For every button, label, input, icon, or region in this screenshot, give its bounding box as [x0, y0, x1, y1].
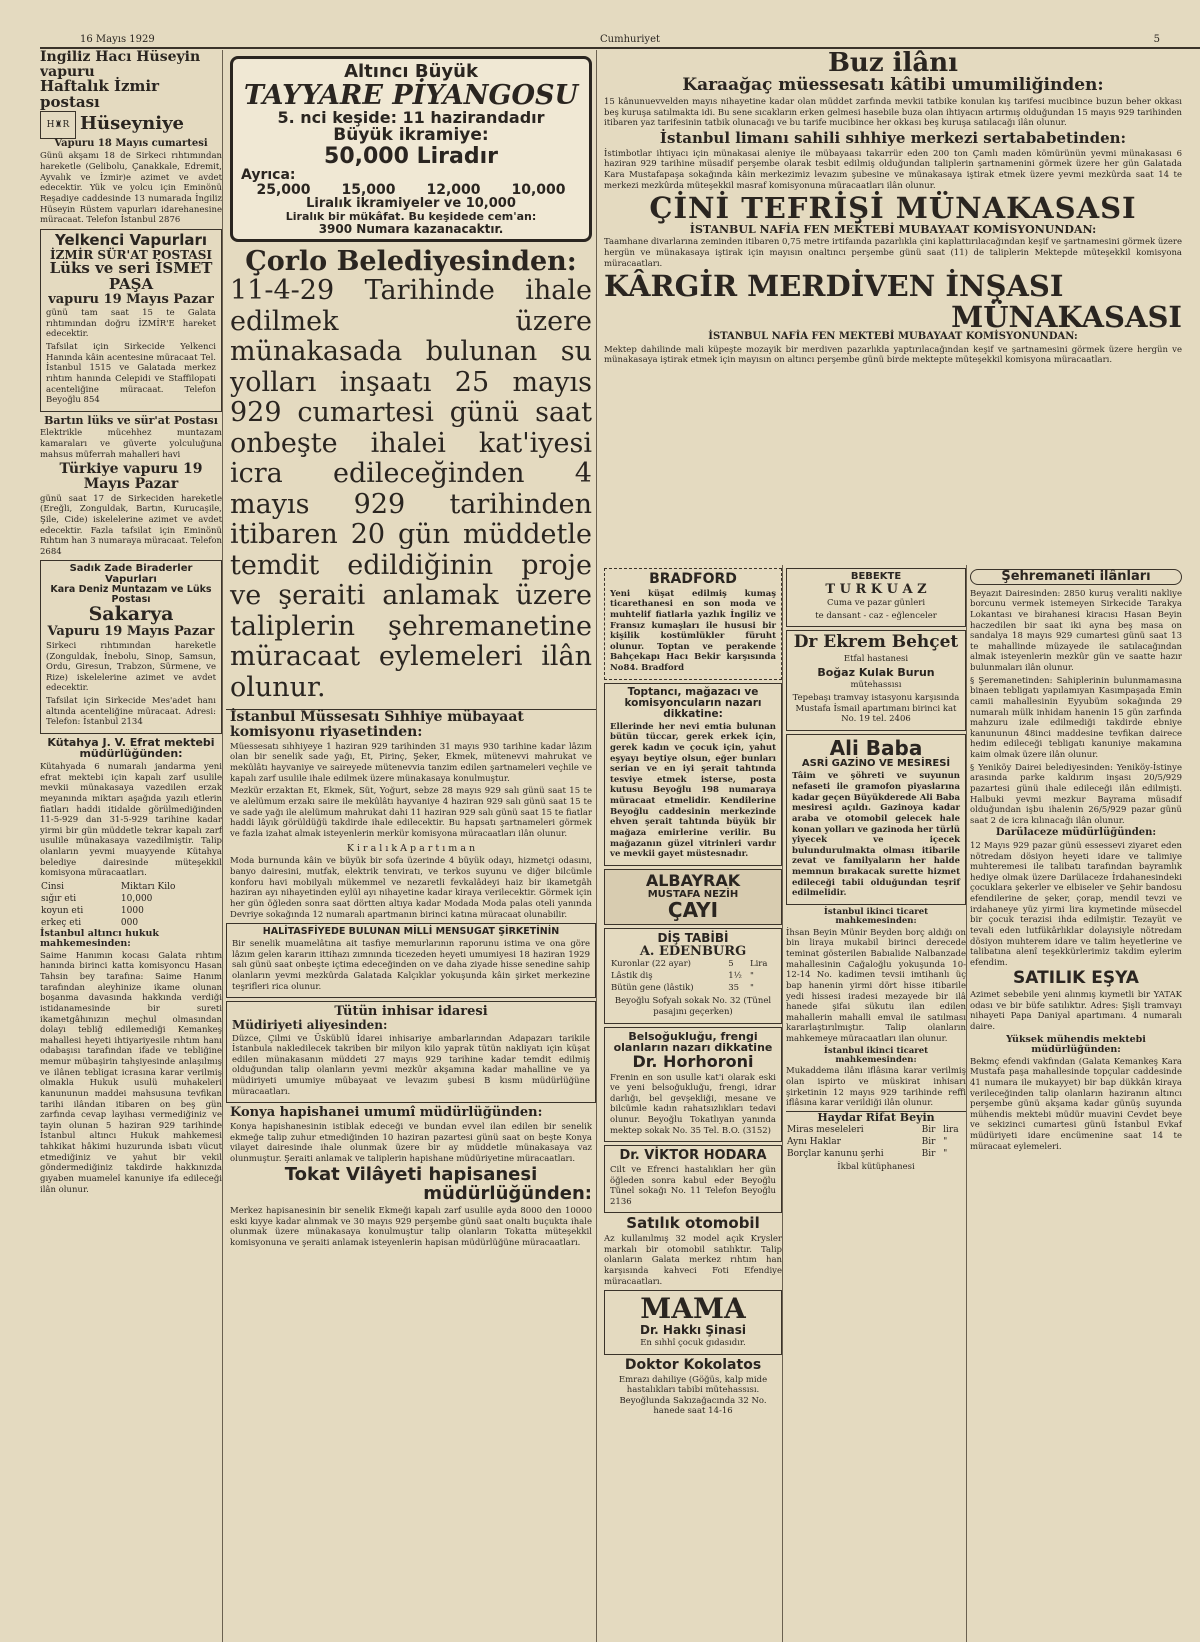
notice-text: Azimet sebebile yeni alınmış kıymetli bir YATAK odası ve bir büfe satılıktır. Adres: Şişli tramvayı nihayeti Papa Daniyal apartımanı. 4 numaralı daire. — [970, 990, 1182, 1033]
notice-text: Bir senelik muamelâtına ait tasfiye memurlarının raporunu istima ve ona göre lâzım gelen kararın ittihazı zımnında ticezeden heyeti umumiyesi 18 haziran 1929 salı günü saat onbeşte içtima edeceğinden on ve daha ziyade hisse senedine sahip olanların yevmi mezkûrda Galatada Kalçıklar yokuşunda kâin şirket merkezine teşrifleri rica olunur. — [232, 939, 590, 992]
ad-heading: Ali Baba — [829, 735, 923, 760]
ad-heading: Dr Ekrem Behçet — [793, 632, 959, 653]
table-cell: " — [943, 1136, 948, 1147]
notice-heading: Karaağaç müessesatı kâtibi umumiliğinden: — [682, 75, 1104, 96]
lottery-amount: 15,000 — [341, 181, 396, 198]
ad-heading: Toptancı, mağazacı ve komisyoncuların nazarı dikkatine: — [624, 685, 762, 720]
notice-heading: Müdiriyeti aliyesinden: — [232, 1017, 388, 1032]
table-row — [610, 958, 776, 970]
table-cell: Bütün gene (lâstik) — [611, 983, 694, 994]
table-row — [786, 1124, 966, 1136]
lottery-heading: Altıncı Büyük — [344, 61, 478, 82]
flag-icon: H♜R — [40, 111, 76, 139]
notice-heading: İstanbul ikinci ticaret mahkemesinden: — [823, 1045, 929, 1065]
ad-heading: ALBAYRAK — [645, 870, 741, 890]
table-cell: 10,000 — [120, 893, 153, 904]
table-row — [610, 970, 776, 982]
ad-text: Az kullanılmış 32 model açık Krysler markalı bir otomobil satılıktır. Talip olanların Galata merkez rıhtım han karşısında kahveci Foti Efendiye müracaatları. — [604, 1234, 782, 1287]
notice-text: § Yeniköy Dairei belediyesinden: Yeniköy-İstinye arasında parke kaldırım inşası 20/5/929 pazartesi günü ihale edileceği ilân edilmişti. Halbuki yevmi mezkur Bayrama müsadif olduğundan işbu ihalenin 26/5/929 pazar günü saat 2 de icra kılınacağı ilân olunur. — [970, 762, 1182, 826]
table-cell: Bir — [921, 1136, 936, 1147]
table-row — [40, 905, 222, 917]
table-cell: 35 — [728, 983, 740, 994]
table-cell: Bir — [921, 1124, 936, 1135]
ad-heading: BRADFORD — [649, 571, 737, 587]
table-header: Miktarı Kilo — [120, 881, 176, 892]
table-cell: 1000 — [120, 905, 144, 916]
ad-heading: Boğaz Kulak Burun — [817, 665, 935, 679]
table-header: Cinsi — [41, 881, 65, 892]
ali-baba-ad — [786, 734, 966, 905]
notice-heading: Tütün inhisar idaresi — [334, 1004, 488, 1020]
ad-heading: T U R K U A Z — [825, 581, 927, 597]
kargir-notice — [604, 271, 1182, 366]
notice-text: Mukaddema ilânı iflâsına karar verilmiş olan ispirto ve müskirat inhisarı şirketinin 12 mayıs 929 tarihinde reffi iflâsına karar verildiği ilân olunur. — [786, 1066, 966, 1109]
price-table — [610, 958, 776, 994]
toptanci-ad — [604, 683, 782, 866]
ad-text: Cilt ve Efrenci hastalıkları her gün öğleden sonra kabul eder Beyoğlu Tünel sokağı No. 11 Telefon Beyoğlu 2136 — [610, 1164, 776, 1207]
notice-text: 15 kânunuevvelden mayıs nihayetine kadar olan müddet zarfında mevkii tatbike konulan kış tarifesi mucibince buzun beher okkası beş kuruşa satılmakta idi. Bu sene sıcakların erken gelmesi hasebile buza olan ihtiyacın artırmış olduğundan 15 mayıs 929 tarihinden itibaren yaz tarifesinin tatbik olunacağı ve bu tarife mucibince her okkası beş kuruşa satılacağı ilân olunur. — [604, 97, 1182, 129]
table-row — [786, 1148, 966, 1160]
sailing-date: Vapuru 19 Mayıs Pazar — [47, 624, 215, 640]
table-cell: " — [749, 971, 754, 982]
ad-text: Günü akşamı 18 de Sirkeci rıhtımından hareketle (Gelibolu, Çanakkale, Edremit, Ayvalık ve İzmir)e azimet ve avdet edecektir. Yük ve yolcu için Eminönü Reşadiye caddesinde 13 numarada İngiliz Hüseyin Rüstem vapurları idarehanesine müracaat. Telefon İstanbul 2876 — [40, 151, 222, 226]
table-cell: Kuronlar (22 ayar) — [611, 959, 691, 970]
table-cell: " — [749, 983, 754, 994]
notice-heading: İSTANBUL NAFİA FEN MEKTEBİ MUBAYAAT KOMİSYONUNDAN: — [689, 222, 1097, 236]
horhoroni-ad — [604, 1027, 782, 1143]
table-row — [610, 982, 776, 994]
notice-heading: SATILIK EŞYA — [1013, 968, 1139, 989]
notice-heading: ÇİNİ TEFRİŞİ MÜNAKASASI — [649, 191, 1137, 226]
table-cell: Lira — [749, 959, 768, 970]
ad-heading: ÇAYI — [667, 898, 719, 923]
ad-heading: Haydar Rifat Beyin — [817, 1110, 935, 1124]
ad-text: Emrazı dahiliye (Göğüs, kalp mide hastalıkları tabibi mütehassısı. Beyoğlunda Sakızağacında 32 No. hanede saat 14-16 — [618, 1374, 768, 1417]
header-rule — [40, 47, 1200, 49]
lottery-prize: 50,000 Liradır — [324, 143, 498, 169]
lottery-amount: 12,000 — [426, 181, 481, 198]
ad-text: Cuma ve pazar günleri — [826, 598, 926, 609]
notice-text: § Şeremanetinden: Sahiplerinin bulunmamasına binaen tebligatı yapılamıyan Kasımpaşada Emin camii mahallesinin Eyyubüm sokağında 29 numaralı mülk inhidam hanenin 15 gün zarfında mahzuru izale edilmediği takdirde ebniye kanununun 48inci maddesine tevfikan dairece hedim edileceği tebligatı kanuniye makamına kaim olmak üzere ilân olunur. — [970, 675, 1182, 761]
haydar-rifat-ad — [786, 1111, 966, 1172]
ad-heading: Sadık Zade Biraderler Vapurları — [69, 563, 193, 585]
notice-heading: K i r a l ı k A p a r t ı m a n — [346, 843, 476, 855]
notice-heading: Çorlo Belediyesinden: — [245, 246, 577, 278]
ad-heading: DİŞ TABİBİ — [657, 931, 729, 946]
buz-notice — [604, 50, 1182, 129]
lottery-title: TAYYARE PİYANGOSU — [243, 79, 579, 111]
notice-text: İstimbotlar ihtiyacı için münakasai aleniye ile mübayaası takarrür eden 200 ton Çamlı maden kömürünün yevmi münakasası 6 haziran 929 tarihine müsadif perşembe olarak tesbit edilmiş olduğundan taliplerin şartnamenini görmek üzere her gün Galatada Kara Mustafapaşa sokağında kâin merkezimiz levazım şubesine ve münakasaya iştirak etmek üzere yevmi mezkûrda saat 14 te merkezi mezkûrda müteşekkil masraf komisyonuna müracaatları ilân olunur. — [604, 148, 1182, 191]
page-number: 5 — [1153, 34, 1160, 45]
kokolatos-ad — [604, 1358, 782, 1417]
notice-text: Bekmç efendi vakfından (Galata Kemankeş Kara Mustafa paşa mahallesinde topçular caddesinde 41 numara ile mukayyet) bir bap dükkân kiraya verileceğinden talip olanların haziranın altıncı perşembe günü akşama kadar günüş suyunda mühendis mektebi müdür muavini Cevdet beye ve sekizinci cumartesi günü İstanbul Evkaf müdüriyeti idare encümenine saat 14 te müracaat eylemeleri. — [970, 1056, 1182, 1152]
ads-column-a — [604, 565, 783, 1642]
column-middle — [226, 50, 597, 1642]
ad-text: günü saat 17 de Sirkeciden hareketle (Ereğli, Zonguldak, Bartın, Kurucaşile, Şile, Cide) iskelelerine azimet ve avdet edecektir. Fazla tafsilat için Eminönü Rıhtım han 3 numaraya müracaat. Telefon 2684 — [40, 493, 223, 557]
mama-ad — [604, 1290, 782, 1355]
ad-heading: Dr. VİKTOR HODARA — [619, 1148, 767, 1164]
ad-text: mütehassısı — [850, 680, 902, 691]
ad-text: te dansant - caz - eğlenceler — [815, 610, 937, 621]
notice-heading: müdürlüğünden: — [423, 1183, 592, 1205]
notice-text: Saime Hanımın kocası Galata rıhtım hanında birinci katta komisyoncu Hasan Tahsin bey tarafına: Saime Hanım tarafından aleyhinize ikame olunan boşanma davasında hakkında verdiği istidanamesinde bir sureti ikametgâhınızın meçhul olmasından dolayı tebliğ edilemediği Kemankeş mahallesi heyeti ihtiyariyesile rıhtım hanı odabaşısı tarafından ifade ve tebliğine memur mübaşirin tahşiyesinde anlaşılmış ve ilânen tebligat icrasına karar verilmiş olmakla Hukuk usulü muhakeleri kanununun maddei mahsusuna tevfikan tarihi ilândan itibaren on beş gün zarfında cevap layihası vermediğiniz ve tayin olunan 5 haziran 929 tarihinde İstanbul altıncı Hukuk mahkemesi tahkikat hâkimi huzurunda isbatı vücut etmediğiniz ve yahut bir vekil göndermediğiniz takdirde hakkınızda gıyaben muameleî kanuniye ifa edileceği ilân olunur. — [40, 950, 222, 1195]
table-row — [40, 893, 222, 905]
bradford-ad — [604, 568, 782, 680]
huseyniye-ad — [40, 50, 222, 226]
ad-text: Tafsilat için Sirkecide Yelkenci Hanında kâin acentesine müracaat Tel. İstanbul 1515 ve Galatada merkez rıhtım hanında Celepidi ve Staffilopati acenteliğine müracaat. Telefon Beyoğlu 854 — [46, 342, 216, 406]
notice-text: Beyazıt Dairesinden: 2850 kuruş veraliti nakliye borcunu vermek istemeyen Sirkecide Tarakya Lokantası ve birahanesi kiracısı Hasan Beyin haczedilen bir saat iki ayna beş masa on sandalya 18 mayıs 929 cumartesi günü saat 13 te mahallinde müzayede ile satılacağından almak isteyenlerin mezkûr gün ve saatte hazır bulunmaları ilân olunur. — [970, 588, 1182, 674]
ad-text: En sıhhî çocuk gıdasıdır. — [640, 1338, 746, 1349]
ads-column-c — [970, 565, 1182, 1642]
konya-notice — [226, 1106, 596, 1164]
cini-notice — [604, 193, 1182, 269]
column-right — [604, 50, 1182, 1642]
ad-text: İkbal kütüphanesi — [837, 1161, 915, 1172]
notice-text: Mektep dahilinde mali küpeşte mozayik bir merdiven pazarlıkla yaptırılacağından keşif ve şartnamesini görmek üzere hergün ve münakasaya iştirak etmek için mayısın on altıncı perşembe günü birde mektepte müteşekkil komisyona müracaatları. — [604, 344, 1182, 366]
notice-heading: İstanbul Müssesatı Sıhhiye mübayaat komisyonu riyasetinden: — [230, 709, 524, 741]
ad-text: Tafsilat için Sirkecide Mes'adet hanı altında acenteliğine müracaat. Adresi: Telefon: İstanbul 2134 — [46, 696, 216, 728]
notice-text: 12 Mayıs 929 pazar günü essessevi ziyaret eden nötredam dösiyon heyeti idare ve talimiye muhteremesi ile talibatı tarafından bayramlık hediye olmak üzere Darülaceze İrdahanesindeki çocuklara şekerler ve elbiseler ve Şehir bandosu efendilerine de şeker, çorap, mendil tevzi ve irdahaneye yüz yirmi lira kıymetinde müsecdel bir çocuk terazisi ihda edilmiştir. Tezayüt ve tevali eden lutfükârlıklar dolayısiyle nötredam dösiyon muhterem idare ve talim heyetlerine ve talibatına alenî teşekkürlerimiz takdim eylerim efendim. — [970, 840, 1182, 968]
ship-name: Lüks ve seri İSMET PAŞA — [49, 259, 213, 293]
notice-heading: İstanbul altıncı hukuk mahkemesinden: — [40, 927, 159, 949]
lottery-amount: 25,000 — [256, 181, 311, 198]
ticaret-notice — [786, 908, 966, 1109]
ad-text: Yeni küşat edilmiş kumaş ticarethanesi en son moda ve muhtelif fiatlarla yazlık İngiliz ve Fransız kumaşları ile hususi bir kişilik kostümlükler füruht olunur. Toptan ve perakende Bahçekapı Hacı Bekir karşısında No84. Bradford — [610, 588, 776, 674]
lottery-amounts — [241, 183, 581, 198]
bartin-ad — [40, 415, 222, 558]
lottery-draw: 5. nci keşide: 11 hazirandadır — [277, 108, 545, 128]
ad-heading: Dr. Horhoroni — [632, 1051, 754, 1071]
ad-heading: İngiliz Hacı Hüseyin vapuru — [40, 50, 201, 80]
notice-heading: KÂRGİR MERDİVEN İNŞASI — [604, 269, 1064, 304]
table-cell: Borçlar kanunu şerhi — [787, 1148, 884, 1159]
notice-text: İhsan Beyin Münir Beyden borç aldığı on bin liraya mukabil birinci derecede teminat gösterilen Babıalide Nalbanzade mahallesinin Cağaloğlu yokuşunda 10-12-14 No. kadimen tevsii imtihanlı üç bap hanenin yirmi dört hisse itibarile yedi hissesi iradesi mezayede bir ilâ hanede şifai sükutu ilan edilen mahallerin mahalli emval ile satılması kararlaştırılmıştır. Talip olanların mahkemeye müracaatları ilan olunur. — [786, 927, 966, 1044]
ad-heading: Haftalık İzmir postası — [40, 77, 160, 112]
ad-heading: Yelkenci Vapurları — [54, 230, 207, 249]
table-cell: lira — [943, 1124, 959, 1135]
notice-heading: Tokat Vilâyeti hapisanesi — [284, 1164, 538, 1186]
ad-text: Beyoğlu Sofyalı sokak No. 32 (Tünel pasajını geçerken) — [614, 996, 772, 1018]
notice-heading: HALİTASFİYEDE BULUNAN MİLLİ MENSUGAT ŞİRKETİNİN — [262, 926, 560, 938]
notice-text: 11-4-29 Tarihinde ihale edilmek üzere münakasada bulunan su yolları inşaatı 25 mayıs 929 cumartesi günü saat onbeşte ihalei kat'iyesi icra edileceğinden 4 mayıs 929 tarihinden itibaren 20 gün müddetle temdit edildiğinin proje ve şeraiti anlamak üzere taliplerin şehremanetine müracaat eylemeleri ilân olunur. — [230, 275, 592, 703]
ad-heading: İZMİR SÜR'AT POSTASI — [50, 247, 212, 262]
ad-heading: Dr. Hakkı Şinasi — [640, 1322, 746, 1337]
liman-notice — [604, 131, 1182, 191]
ship-name: Türkiye vapuru 19 Mayıs Pazar — [59, 461, 203, 492]
ad-text: Ellerinde her nevi emtia bulunan bütün tüccar, gerek erkek için, gerek kadın ve çocuk için, yahut eşyayı beytiye olsun, eğer bunları serian ve en iyi şerait tahtında tesviye etmek isterse, posta kutusu Beyoğlu 198 numaraya müracaat etmelidir. Kendilerine Beyoğlu caddesinin merkezinde ehven şerait tahtında büyük bir mağaza emirlerine verilir. Bu mağazanın güzel vitrinleri vardır ve mevkii gayet müstesnadır. — [610, 721, 776, 860]
ad-heading: ASRİ GAZİNO VE MESİRESİ — [801, 757, 951, 769]
notice-text: Taamhane divarlarına zeminden itibaren 0,75 metre irtifaında pazarlıkla çini kaplattırılacağından keşif ve şartnamesini görmek üzere hergün ve münakasaya iştirak için mayısın onaltıncı perşembe günü saat (11) de taliplerin Mektepde müteşekkil komisyona müracaatları. — [604, 237, 1182, 269]
notice-heading: Konya hapishanei umumî müdürlüğünden: — [230, 1105, 543, 1121]
lottery-prize-label: Büyük ikramiye: — [333, 125, 489, 146]
table-cell: Miras meseleleri — [787, 1124, 864, 1135]
ship-name: Hüseyniye — [80, 113, 184, 135]
table-cell: 000 — [120, 917, 139, 928]
hodara-ad — [604, 1145, 782, 1213]
page-header — [40, 34, 1160, 48]
notice-text: Mezkür erzaktan Et, Ekmek, Süt, Yoğurt, sebze 28 mayıs 929 salı günü saat 15 te ve alelümum erzakı saire ile mekûlâtı hayvaniye 4 haziran 929 salı günü saat 15 te ve sade yağı ile alelümum mahrukat dahi 11 haziran 929 salı günü saat 15 te fiatlar haddi lâyık görüldüğü takdirde ihale edilecektir. Bu hapsatı şartnameleri görmek ve fazla izahat almak isteyenlerin merkür komisyona müracaatları ilân olunur. — [230, 786, 592, 839]
tokat-notice — [226, 1166, 596, 1248]
dis-tabibi-ad — [604, 928, 782, 1023]
ad-text: Etfal hastanesi — [843, 654, 909, 665]
sihhiye-notice — [226, 709, 596, 920]
table-cell: koyun eti — [41, 905, 84, 916]
ad-heading: MUSTAFA NEZİH — [647, 888, 739, 900]
ad-text: Elektrikle mücehhez muntazam kamaraları ve güverte yolculuğuna mahsus müferrah mahalleri havi — [40, 428, 222, 460]
ad-heading: Bartın lüks ve sür'at Postası — [44, 413, 218, 427]
tutun-notice — [226, 1001, 596, 1103]
sailing-date: Vapuru 18 Mayıs cumartesi — [54, 137, 208, 149]
lottery-text: Liralık bir mükâfat. Bu keşidede cem'an: — [285, 209, 537, 223]
meat-table — [40, 881, 222, 929]
notice-heading: Buz ilânı — [827, 50, 959, 78]
table-cell: " — [943, 1148, 948, 1159]
notice-text: Müessesatı sıhhiyeye 1 haziran 929 tarihinden 31 mayıs 930 tarihine kadar lâzım olan bir senelik sade yağı, Et, Pirinç, Şeker, Ekmek, mütenevvi mahrukat ve mekûlâtı hayvaniye ve saireyede mütenevvia tanzim edilen şartnameleri veçhile ve kapalı zarf usulile ihale edilmek üzere münakasaya konulmuştur. — [230, 741, 592, 784]
notice-heading: Yüksek mühendis mektebi müdürlüğünden: — [1006, 1033, 1146, 1055]
ads-column-b — [786, 565, 967, 1642]
ad-text: Tepebaşı tramvay istasyonu karşısında Mustafa İsmail apartımanı birinci kat No. 19 tel. 2406 — [792, 693, 960, 725]
lottery-amount: 10,000 — [511, 181, 566, 198]
table-cell: sığır eti — [41, 893, 77, 904]
ad-text: Tâim ve şöhreti ve suyunun nefaseti ile gramofon piyaslarına kadar geçen Büyükderede Ali Baba mesiresi açıldı. Gazinoya kadar araba ve otomobil gelecek hale konan yolları ve gazinoda her türlü yiyecek ve içecek bulundurulmakta olması itibarile zevat ve familyaların her halde memnun bırakacak surette hizmet edileceği tabii olduğundan teşrif edilmelidir. — [792, 771, 960, 899]
ad-text: Sirkeci rıhtımından hareketle (Zonguldak, İnebolu, Sinop, Samsun, Ordu, Giresun, Trabzon, Sürmene, ve Rize) iskelelerine azimet ve avdet edecektir. — [46, 640, 216, 694]
notice-heading: İstanbul ikinci ticaret mahkemesinden: — [823, 906, 929, 926]
notice-heading: Kütahya J. V. Efrat mektebi müdürlüğünden: — [47, 735, 215, 761]
kutahya-notice — [40, 737, 222, 929]
issue-date: 16 Mayıs 1929 — [80, 34, 155, 45]
corlu-notice — [226, 248, 596, 703]
table-cell: Lâstik diş — [611, 971, 653, 982]
ad-heading: Satılık otomobil — [626, 1214, 760, 1233]
albayrak-ad — [604, 869, 782, 925]
table-cell: 5 — [728, 959, 734, 970]
mensugat-notice — [226, 923, 596, 998]
ad-heading: MAMA — [640, 1292, 746, 1326]
lottery-text: Liralık ikramiyeler ve 10,000 — [306, 196, 516, 212]
table-cell: 1½ — [728, 971, 742, 982]
notice-heading: Darülaceze müdürlüğünden: — [995, 827, 1157, 839]
ekrem-behcet-ad — [786, 630, 966, 731]
notice-heading: MÜNAKASASI — [951, 299, 1182, 334]
sailing-date: vapuru 19 Mayıs Pazar — [48, 291, 214, 307]
table-cell: Bir — [921, 1148, 936, 1159]
table-cell: Aynı Haklar — [787, 1136, 841, 1147]
ad-heading: Doktor Kokolatos — [624, 1356, 762, 1373]
notice-heading: Şehremaneti ilânları — [970, 569, 1182, 585]
column-left — [40, 50, 223, 1642]
sadikzade-ad — [40, 560, 222, 734]
lottery-ad — [230, 56, 592, 242]
ad-heading: BEBEKTE — [850, 571, 902, 582]
notice-text: Düzce, Çilmi ve Üsküblü İdarei inhisariye ambarlarından Adapazarı tarikile İstanbula nakledilecek takriben bir milyon kilo yaprak tütün nakliyatı için küşat edilen münakasanın müddeti 27 mayıs 929 tarihine kadar temdit edilmiş olduğundan talip olanların yevmi mezkûr akşamına kadar mahalline ve ya müdiriyeti umumiye mübayaat ve levazım şubesi B kısmı müdürlüğüne müracaatları. — [232, 1033, 590, 1097]
notice-heading: İstanbul limanı sahili sıhhiye merkezi sertababetinden: — [659, 129, 1127, 148]
notice-heading: İSTANBUL NAFİA FEN MEKTEBİ MUBAYAAT KOMİSYONUNDAN: — [708, 331, 1078, 342]
table-cell: erkeç eti — [41, 917, 82, 928]
ad-heading: Kara Deniz Muntazam ve Lüks Postası — [50, 584, 212, 606]
notice-text: Merkez hapisanesinin bir senelik Ekmeği kapalı zarf usulile ayda 8000 den 10000 eski kıyye kadar alınmak ve 30 mayıs 929 perşembe günü saat onaltı buçukta ihale olunmak üzere münakasaya konulmuştur talip olanların Tokatta müteşekkil komisyonuna ve şeraiti anlamak isteyenlerin hapisan müdürlüğüne müracaatları. — [230, 1206, 592, 1249]
yelkenci-ad — [40, 229, 222, 412]
otomobil-ad — [604, 1216, 782, 1287]
paper-name: Cumhuriyet — [600, 34, 661, 45]
notice-text: Moda burnunda kâin ve büyük bir sofa üzerinde 4 büyük odayı, hizmetçi odasını, banyo dairesini, mutfak, elektrik tenviratı, ve terkos suyunu ve diğer bilcümle konforu havi mobilyalı mükemmel ve nezaretli fevkalâdeyi haiz bir ikametgâh haziran ayı nihayetinden eylül ayı nihayetine kadar kiraya verilecektir. Görmek için her gün öğleden sonra saat dörtten altıya kadar Modada Moda palas oteli yanında Devriye sokağında 12 numaralı apartmanın birinci katına müracaat olunabilir. — [230, 856, 592, 920]
lottery-text: 3900 Numara kazanacaktır. — [318, 221, 504, 236]
ad-text: Frenin en son usulle kat'i olarak eski ve yeni belsoğukluğu, frengi, idrar darlığı, bel gevşekliği, mesane ve bilcümle kadın rahatsızlıkları tedavi olunur. Beyoğlu Tokatlıyan yanında mektep sokak No. 35 Tel. B.O. (3152) — [610, 1072, 776, 1136]
lottery-also: Ayrıca: — [241, 166, 296, 183]
ad-heading: A. EDENBURG — [639, 943, 747, 959]
ad-text: günü tam saat 15 te Galata rıhtımından doğru İZMİR'E hareket edecektir. — [46, 308, 216, 340]
turkuaz-ad — [786, 568, 966, 627]
hukuk-notice — [40, 929, 222, 1195]
book-table — [786, 1124, 966, 1160]
ad-heading: Belsoğukluğu, frengi olanların nazarı dikkatine — [613, 1029, 773, 1055]
notice-text: Kütahyada 6 numaralı jandarma yeni efrat mektebi için kapalı zarf usulile mevkii münakasaya vazedilen erzak meyanında miktarı aşağıda yazılı etlerin fiatları haddi itidalde görülmediğinden 11-5-929 dan 31-5-929 tarihine kadar yirmi bir gün müddetle tekrar kapalı zarf usulile münakasaya vazedilmiştir. Talip olanların yevmi muayyende Kütahya belediye dairesinde müteşekkil komisyona müracaatları. — [40, 762, 222, 879]
table-row — [786, 1136, 966, 1148]
notice-text: Konya hapishanesinin istiblak edeceği ve bundan evvel ilan edilen bir senelik ekmeğe talip zuhur etmediğinden 10 haziran pazartesi günü saat on beşte Konya vilayet dairesinde ihale olunmak üzere bir ay müddetle münakasaya vaz olunmuştur. Şeraiti anlamak ve taliplerin hapishane müdüriyetine müracaatları. — [230, 1121, 592, 1164]
ship-name: Sakarya — [88, 603, 174, 626]
